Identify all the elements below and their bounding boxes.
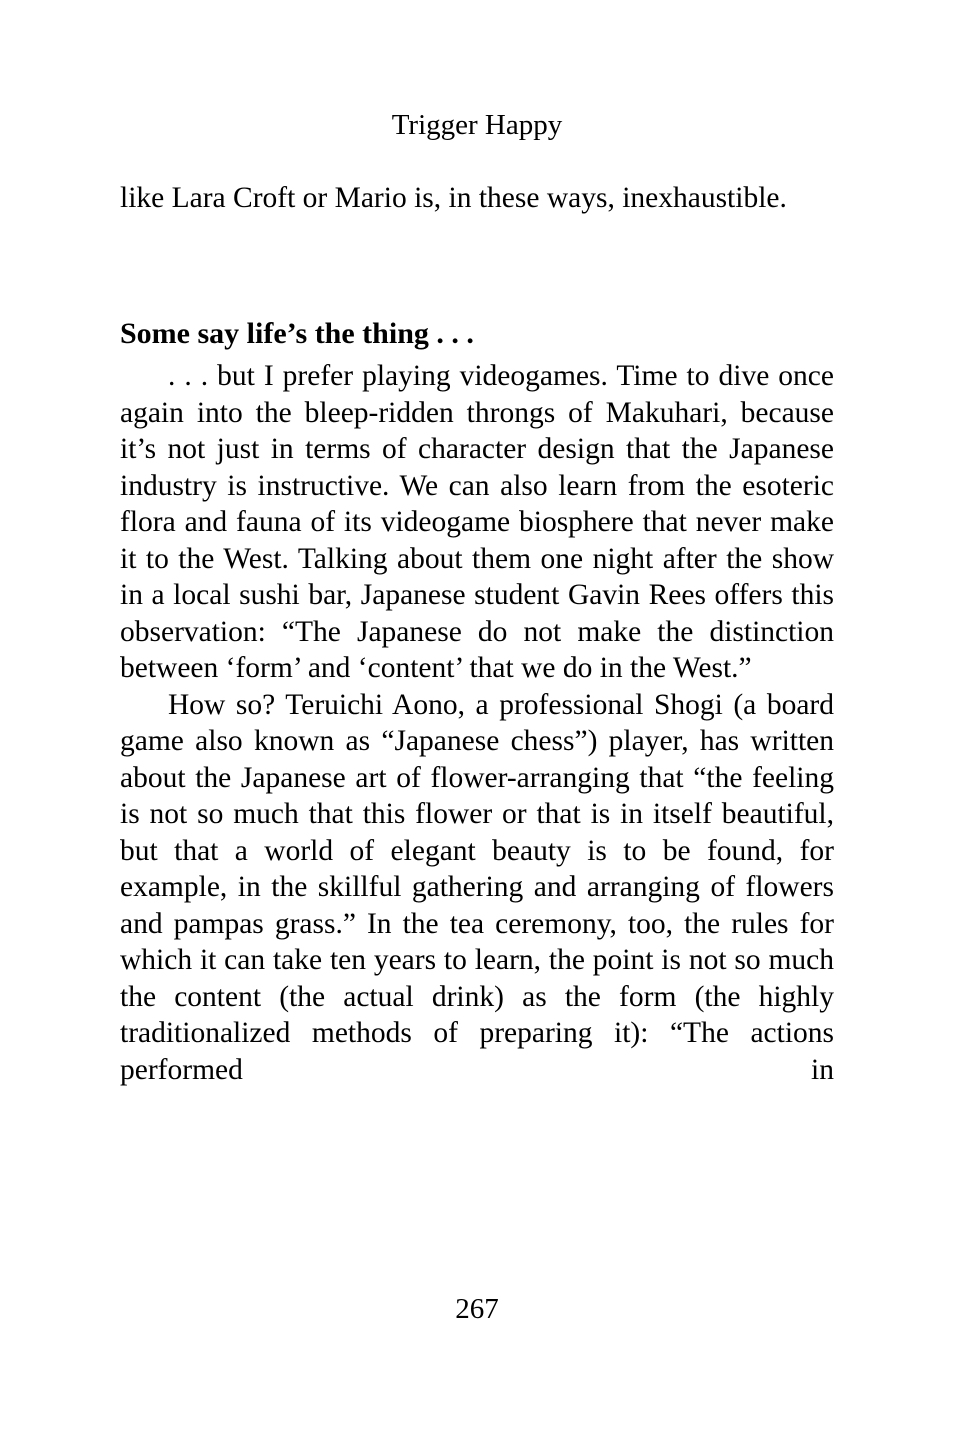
- body-paragraph: . . . but I prefer playing videogames. Time to dive once again into the bleep-ridden throngs of Makuhari, because it’s not just in terms of character design that the Japanese industry is instructive. We can also learn from the esoteric flora and fauna of its videogame biosphere that never make it to the West. Talking about them one night after the show in a local sushi bar, Japanese student Gavin Rees offers this observation: “The Japanese do not make the distinction between ‘form’ and ‘content’ that we do in the West.”: [120, 360, 834, 684]
- page-number: 267: [455, 1293, 499, 1325]
- running-head: Trigger Happy: [391, 109, 563, 141]
- section: [120, 315, 834, 1088]
- continued-paragraph: like Lara Croft or Mario is, in these ways, inexhaustible.: [120, 182, 787, 214]
- body-paragraph: How so? Teruichi Aono, a professional Shogi (a board game also known as “Japanese chess”) player, has written about the Japanese art of flower-arranging that “the feeling is not so much that this flower or that is in itself beautiful, but that a world of elegant beauty is to be found, for example, in the skillful gathering and arranging of flowers and pampas grass.” In the tea ceremony, too, the rules for which it can take ten years to learn, the point is not so much the content (the actual drink) as the form (the highly traditionalized methods of preparing it): “The actions performed in: [120, 688, 834, 1086]
- section-heading: Some say life’s the thing . . .: [120, 317, 474, 350]
- continued-paragraph-block: [120, 180, 834, 217]
